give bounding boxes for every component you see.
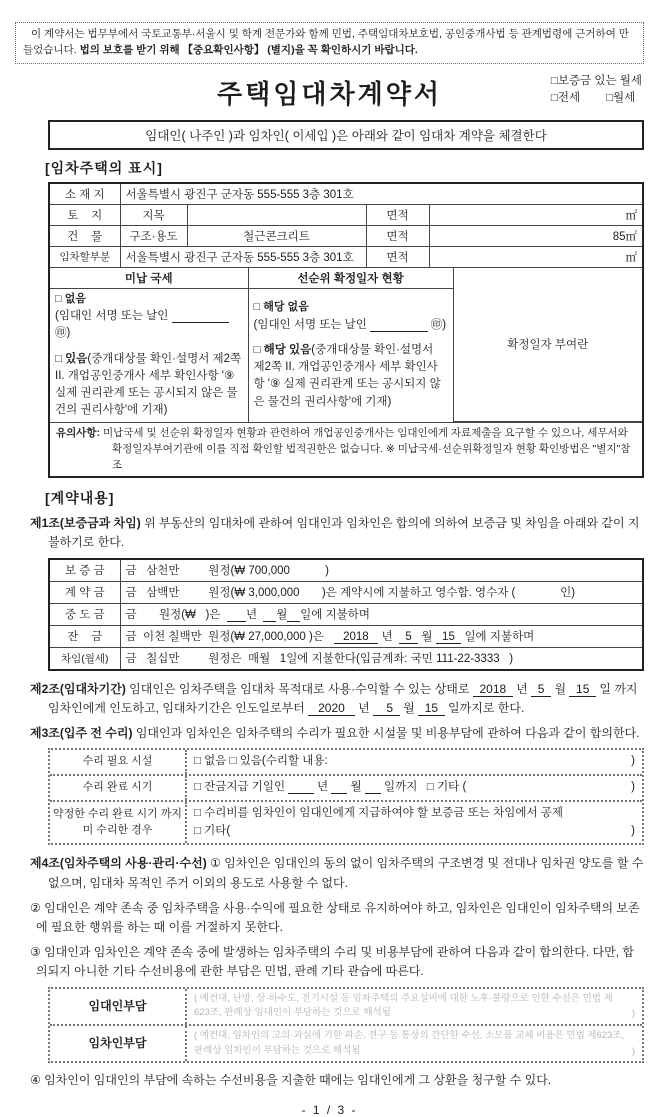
text-segment [365,781,381,794]
structure-use-label: 구조·용도 [120,225,187,246]
text-segment [331,781,347,794]
checkbox-unpaid-tax-exists[interactable] [55,351,243,420]
clause-4-p1 [30,854,644,892]
text-segment: (임대인 서명 또는 날인 [55,310,172,322]
leased-part-area-value: ㎡ [429,246,642,267]
text-segment [263,609,276,622]
building-area-value: 85㎡ [429,225,642,246]
text-segment: 금 삼백만 원정(₩ 3,000,000 )은 계약시에 지불하고 영수함. 영수자 ( 인) [125,587,576,600]
unrepaired-option-1[interactable] [194,805,563,823]
text-segment [227,609,246,622]
text-segment: 2020 [308,700,355,715]
unrepaired-case-cell[interactable] [187,802,642,844]
text-segment: ① 임차인은 임대인의 동의 없이 임차주택의 구조변경 및 전대나 임차권 양도를 할 수 없으며, 임대차 목적인 주거 이외의 용도로 사용할 수 없다. [48,856,644,890]
repair-needed-cell[interactable] [187,750,642,774]
structure-use-value: 철근콘크리트 [187,225,366,246]
checkbox-deposit-monthly-rent[interactable]: □보증금 있는 월세 [550,74,642,87]
text-segment: 월 [276,609,288,622]
text-segment: 일 까지 임차인에게 인도하고, 임대차기간은 인도일로부터 [48,681,638,715]
unrepaired-option-2[interactable] [194,823,230,841]
table-row [50,204,642,225]
down-payment-value [120,581,642,603]
text-segment: 제1조(보증금과 차임) [30,516,145,531]
unrepaired-case-row [50,802,642,844]
text-segment: 미납국세 및 선순위 확정일자 현황과 관련하여 개업공인중개사는 임대인에게 자료제출을 요구할 수 있으나, 세무서와 확정일자부여기관에 이를 직접 확인할 법적권한은 없습니다. ※ 미납국세·선순위확정일자 현황 확인방법은 "별지"참조 [100,427,631,471]
text-segment: 금 이천 칠백만 원정(₩ 27,000,000 )은 [125,631,334,644]
text-segment: 위 부동산의 임대차에 관하여 임대인과 임차인은 합의에 의하여 보증금 및 차임을 아래와 같이 지불하기로 한다. [48,516,640,550]
unpaid-tax-header: 미납 국세 [50,267,248,288]
text-segment: (중개대상물 확인·설명서 제2쪽 II. 개업공인중개사 세부 확인사항 '⑨ 실제 권리관계 또는 공시되지 않은 물건의 권리사항'에 기재) [253,343,441,408]
text-segment: □ 없음 □ 있음(수리할 내용: [194,755,328,768]
monthly-rent-value [120,647,642,669]
landlord-burden-label: 임대인부담 [50,989,187,1024]
text-segment: 월 [551,681,570,696]
legal-notice-box [15,22,644,64]
text-segment: 제3조(입주 전 수리) [30,726,136,740]
checkbox-priority-date-exists[interactable] [254,342,448,411]
text-segment [370,319,428,332]
contract-type-checkboxes [551,73,642,109]
closing-paren: ) [631,781,635,793]
text-segment: 년 [378,631,399,644]
leased-part-area-label: 면적 [366,246,429,267]
text-segment: 제4조(임차주택의 사용·관리·수선) [30,856,211,871]
unpaid-tax-cell [50,288,248,422]
text-segment: 금 삼천만 원정(₩ 700,000 ) [125,565,329,578]
clause-3 [30,724,644,743]
priority-fixed-date-cell [248,288,453,422]
repair-needed-row [50,750,642,776]
text-segment: □ 수리비를 임차인이 임대인에게 지급하여야 할 보증금 또는 차임에서 공제 [194,806,563,819]
clause-4-p3: ③ 임대인과 임차인은 계약 존속 중에 발생하는 임차주택의 수리 및 비용부담에 관하여 다음과 같이 합의한다. 다만, 합의되지 아니한 기타 수선비용에 관한 부담은 민법, 판례 기타 관습에 따른다. [30,945,635,979]
section-heading-property: [임차주택의 표시] [45,159,163,176]
checkbox-jeonse[interactable]: □전세 [550,92,581,105]
monthly-rent-row [50,647,642,669]
text-segment: 년 [245,609,264,622]
text-segment: □ 해당 있음 [253,343,312,356]
tenant-burden-row [50,1026,642,1061]
text-segment: (임대인 서명 또는 날인 [253,318,371,331]
text-segment: ㊞) [55,327,71,340]
text-segment: 임대인은 임차주택을 임대차 목적대로 사용·수익할 수 있는 상태로 [129,681,473,696]
clause-4-p2: ② 임대인은 계약 존속 중 임차주택을 사용·수익에 필요한 상태로 유지하여야 하고, 임차인은 임대인이 임차주택의 보존에 필요한 행위를 하는 때 이를 거절하지 못한다. [30,900,640,934]
interim-payment-value [120,603,642,625]
text-segment: 임대인과 임차인은 임차주택의 수리가 필요한 시설물 및 비용부담에 관하여 다음과 같이 합의한다. [135,726,640,740]
text-segment: 년 [313,781,332,793]
text-segment: 제2조(임대차기간) [30,681,130,696]
table-row [50,267,642,288]
property-table [48,182,644,479]
land-category-label: 지목 [120,204,187,225]
section-heading-contract: [계약내용] [45,490,115,507]
unrepaired-case-label: 약정한 수리 완료 시기 까지 미 수리한 경우 [50,802,187,844]
text-segment: 법의 보호를 받기 위해 【중요확인사항】 (별지)을 꼭 확인하시기 바랍니다. [79,43,418,56]
repair-burden-table [48,987,644,1064]
tenant-burden-label: 임차인부담 [50,1026,187,1061]
tenant-burden-note: ( 예컨대, 임차인의 고의·과실에 기한 파손, 전구 등 통상의 간단한 수선, 소모품 교체 비용은 민법 제623조, 판례상 임차인이 부담하는 것으로 해석됨 [194,1030,625,1056]
closing-paren: ) [631,824,635,837]
checkbox-no-unpaid-tax[interactable]: □ 없음 [55,292,86,305]
text-segment: 이 계약서는 법무부에서 국토교통부·서울시 및 학계 전문가와 함께 민법, 주택임대차보호법, 공인중개사법 등 관계법령에 근거하여 만들었습니다. [23,28,629,56]
text-segment: 금 원정(₩ )은 [125,609,227,622]
balance-row [50,625,642,647]
landlord-signature-blank[interactable] [55,308,243,343]
text-segment [287,609,300,622]
down-payment-label: 계 약 금 [50,581,120,603]
monthly-rent-label: 차임(월세) [50,647,120,669]
text-segment [288,781,314,794]
text-segment: 월 [418,631,436,644]
table-row [50,246,642,267]
text-segment: 일까지로 한다. [444,700,525,715]
priority-fixed-date-header: 선순위 확정일자 현황 [248,267,453,288]
text-segment: 금 칠십만 원정은 매월 1일에 지불한다(입금계좌: 국민 111-22-3333 ) [125,653,514,666]
land-area-label: 면적 [366,204,429,225]
down-payment-row [50,581,642,603]
text-segment: □ 잔금지급 기일인 [194,781,289,793]
table-row [50,184,642,205]
fixed-date-stamp-area: 확정일자 부여란 [453,267,642,422]
building-area-label: 면적 [366,225,429,246]
text-segment: (중개대상물 확인·설명서 제2쪽 II. 개업공인중개사 세부 확인사항 '⑨ 실제 권리관계 또는 공시되지 않은 물건의 권리사항'에 기재) [55,352,242,417]
deposit-value [120,560,642,582]
interim-payment-row [50,603,642,625]
repair-deadline-options[interactable] [194,779,466,797]
text-segment: 년 [354,700,374,715]
balance-label: 잔 금 [50,625,120,647]
leased-part-value: 서울특별시 광진구 군자동 555-555 3층 301호 [120,246,366,267]
address-value: 서울특별시 광진구 군자동 555-555 3층 301호 [120,184,642,205]
text-segment: 유의사항: [56,427,101,439]
text-segment: 5 [531,681,552,696]
text-segment: 일에 지불하며 [461,631,535,644]
text-segment: 월 [399,700,419,715]
balance-value [120,625,642,647]
text-segment: 일까지 □ 기타 ( [380,781,467,793]
repair-deadline-cell[interactable] [187,776,642,800]
closing-paren: ) [631,1008,635,1020]
table-row [50,225,642,246]
checkbox-monthly-rent[interactable]: □월세 [606,92,636,105]
parties-statement: 임대인( 나주인 )과 임차인( 이세입 )은 아래와 같이 임대차 계약을 체결한다 [48,120,644,150]
interim-payment-label: 중 도 금 [50,603,120,625]
landlord-burden-row [50,989,642,1026]
closing-paren: ) [631,755,635,768]
text-segment: ㊞) [427,318,447,331]
text-segment: 15 [418,700,445,715]
payment-table [48,558,644,671]
text-segment [172,310,230,323]
text-segment: □ 있음 [55,352,88,365]
text-segment: 15 [569,681,597,696]
land-label: 토 지 [50,204,120,225]
text-segment: 월 [347,781,365,793]
clause-1 [30,514,644,552]
tax-caution-note [50,422,642,476]
title-row [15,72,644,112]
leased-part-label: 임차할부분 [50,246,120,267]
document-title: 주택임대차계약서 [217,78,442,109]
deposit-label: 보 증 금 [50,560,120,582]
landlord-burden-cell [187,989,642,1024]
repair-deadline-label: 수리 완료 시기 [50,776,187,800]
text-segment: 5 [398,631,419,644]
text-segment: 2018 [472,681,513,696]
landlord-burden-note: ( 예컨대, 난방, 상·하수도, 전기시설 등 임차주택의 주요설비에 대한 노후·불량으로 인한 수선은 민법 제623조, 판례상 임대인이 부담하는 것으로 해석됨 [194,992,613,1019]
repair-needed-label: 수리 필요 시설 [50,750,187,774]
page-footer: - 1 / 3 - [301,1102,358,1117]
address-label: 소 재 지 [50,184,120,205]
land-category-value [187,204,366,225]
repair-deadline-row [50,776,642,802]
text-segment: 5 [373,700,400,715]
repair-needed-options[interactable] [194,753,328,771]
repair-table [48,748,644,845]
clause-4-p4: ④ 임차인이 임대인의 부담에 속하는 수선비용을 지출한 때에는 임대인에게 그 상환을 청구할 수 있다. [30,1073,552,1088]
building-label: 건 물 [50,225,120,246]
checkbox-no-priority-date[interactable]: □ 해당 없음 [253,301,309,314]
tenant-burden-cell [187,1026,642,1061]
text-segment: 일에 지불하며 [300,609,370,622]
text-segment: □ 기타( [194,824,231,837]
text-segment: 15 [435,631,462,644]
land-area-value: ㎡ [429,204,642,225]
text-segment: 년 [512,681,532,696]
deposit-row [50,560,642,582]
closing-paren: ) [631,1045,635,1057]
landlord-signature-blank[interactable] [254,317,448,334]
text-segment: 2018 [333,631,379,644]
clause-2 [30,680,644,718]
